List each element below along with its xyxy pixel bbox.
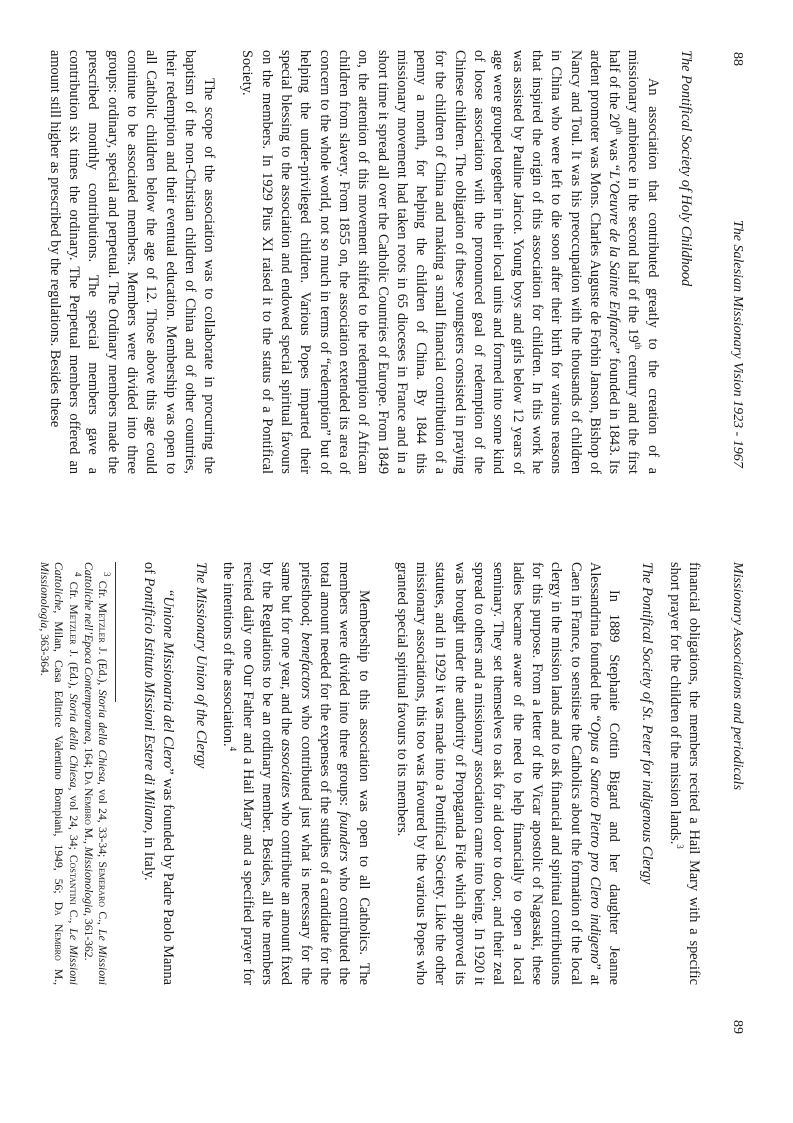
- right-page: [0, 562, 793, 1122]
- footnotes: [36, 562, 116, 985]
- section-title: The Pontifical Society of Holy Childhood: [678, 50, 694, 287]
- section-title: The Missionary Union of the Clergy: [193, 562, 210, 769]
- running-head: Missionary Associations and periodicals: [730, 562, 745, 791]
- page-number: 88: [730, 52, 745, 66]
- running-head: The Salesian Missionary Vision 1923 - 1967: [730, 220, 745, 468]
- footnote-rule: [115, 562, 116, 702]
- footnote: $^4$ Cfr. Metzler J. (Ed.), Storia della Chiesa, vol 24, 34; Costantini C., Le Missioni Cattoliche, Milan, Casa Editrice Valentino Bompiani, 1949, 56; Da Nembro M., Missionologia, 363-364.: [37, 562, 83, 986]
- body-paragraph: “Unione Missionaria del Clero” was founded by Padre Paolo Manna of Pontificio Istituto Missioni Estere di Milano, in Italy.: [140, 562, 176, 985]
- body-paragraph: An association that contributed greatly to the creation of a missionary ambience in the second half of the 19th century and the first half of the 20th was “L’Oeuvre de la Sainte Enfance” founded in 1843. Its ardent promoter was Mons. Charles Auguste de Forbin Janson, Bishop of Nancy and Toul. It was his preoccupation with the thousands of children in China who were left to die soon after their birth for various reasons that inspired the origin of this association for children. In this work he was assisted by Pauline Jaricot. Young boys and girls below 12 years of age were grouped together in their local units and formed into some kind of loose association with the pronounced goal of redemption of the Chinese children. The obligation of these youngsters consisted in praying for the children of China and making a small financial contribution of a penny a month, for helping the children of China. By 1844 this missionary movement had taken roots in 65 dioceses in France and in a short time it spread all over the Catholic Countries of Europe. From 1849 on, the attention of this movement shifted to the redemption of African children from slavery. From 1855 on, the association extended its area of concern to the whole world, not so much in terms of “redemption” but of helping the under-privileged children. Various Popes imparted their special blessing to the association and endowed special spiritual favours on the members. In 1929 Pius XI raised it to the status of a Pontifical Society.: [239, 50, 661, 475]
- body-paragraph: Membership to this association was open to all Catholics. The members were divided into three groups: founders who contributed the total amount needed for the expenses of the studies of a candidate for the priesthood; benefactors who contributed just what is necessary for the same but for one year, and the associates who contribute an amount fixed by the Regulations to be an ordinary member. Besides, all the members recited daily one Our Father and a Hail Mary and a specified prayer for the intentions of the association.$^4$: [220, 562, 372, 986]
- text-column: [45, 50, 704, 474]
- page-number: 89: [730, 1020, 745, 1034]
- footnote-ref: 4: [228, 746, 239, 752]
- body-paragraph: In 1889 Stephanie Cottin Bigard and her daughter Jeanne Alessandrina founded the “Opus a Sancto Pietro pro Clero indigeno” at Caen in France, to sensitise the Catholics about the formation of the local clergy in the mission lands and to ask financial and spiritual contributions for this purpose. From a letter of the Vicar apostolic of Nagasaki, these ladies became aware of the need to help financially to open a local seminary. They set themselves to ask for aid door to door, and their zeal spread to others and a missionary association came into being. In 1920 it was brought under the authority of Propaganda Fide which approved its statutes, and in 1929 it was made into a Pontifical Society. Like the other missionary associations, this too was favoured by the various Popes who granted special spiritual favours to its members.: [393, 562, 623, 985]
- section-title: The Pontifical Society of St. Peter for indigenous Clergy: [639, 562, 656, 885]
- body-paragraph: The scope of the association was to collaborate in procuring the baptism of the non-Christian children of China and of other countries, their redemption and their eventual education. Membership was open to all Catholic children below the age of 12. Those above this age could continue to be associated members. Members were divided into three groups: ordinary, special and perpetual. The Ordinary members made the prescribed monthly contributions. The special members gave a contribution six times the ordinary. The Perpetual members offered an amount still higher as prescribed by the regulations. Besides these: [46, 50, 218, 474]
- body-paragraph: financial obligations, the members recited a Hail Mary with a specific short prayer for the children of the mission lands.$^3$: [666, 562, 702, 985]
- footnote-ref: 3: [674, 844, 685, 849]
- footnote: $^3$ Cfr. Metzler J. (Ed.), Storia della Chiesa, vol 24, 33-34; Semeraro C., Le Missioni Cattoliche nell’Epoca Contemporanea, 164; Da Nembro M., Missionologia, 361-362.: [81, 562, 113, 986]
- left-page: [0, 0, 793, 560]
- text-column: [36, 562, 703, 985]
